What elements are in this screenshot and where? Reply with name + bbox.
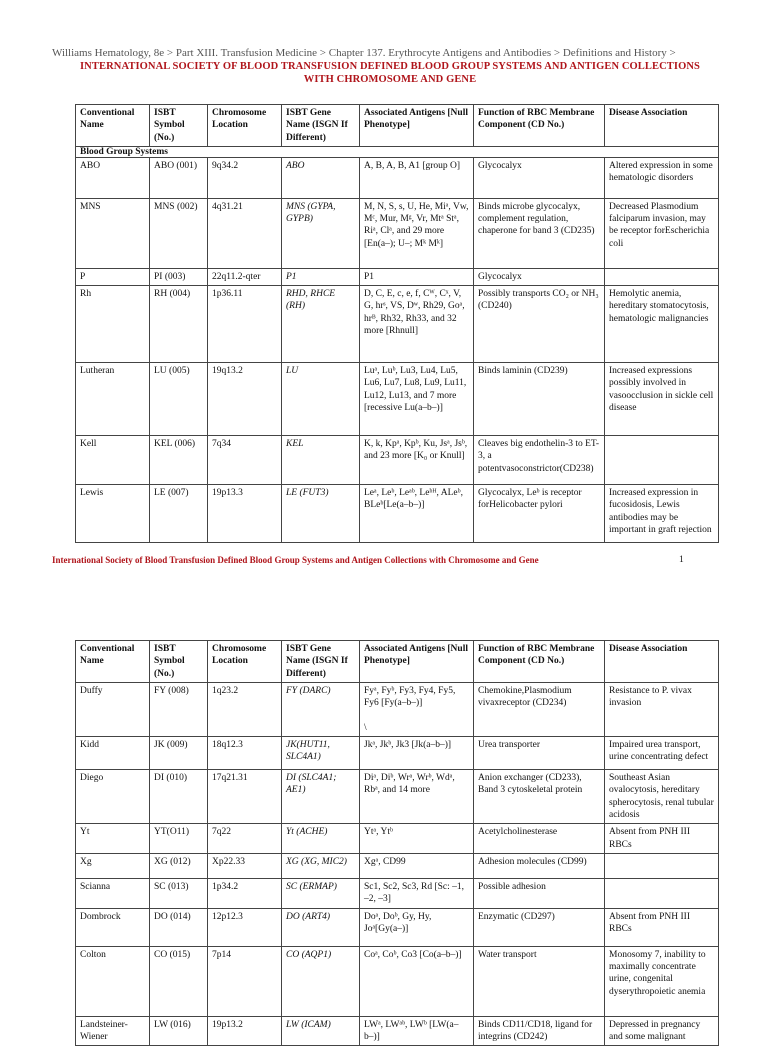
cell-associated-antigens: M, N, S, s, U, He, Miᵃ, Vw, Mᶜ, Mur, Mᵍ, Vr, Mtᵃ Stᵃ, Riᵃ, Clᵃ, and 29 more [En(a–); U–; Mᵏ Mᵏ]	[360, 198, 474, 268]
cell-function: Urea transporter	[474, 737, 605, 770]
cell-gene-name: Yt (ACHE)	[282, 824, 360, 854]
cell-disease-association: Absent from PNH III RBCs	[605, 908, 719, 946]
cell-function: Binds laminin (CD239)	[474, 363, 605, 436]
cell-conventional-name: MNS	[76, 198, 150, 268]
col-header-function: Function of RBC Membrane Component (CD No.)	[474, 641, 605, 683]
cell-disease-association: Southeast Asian ovalocytosis, hereditary spherocytosis, renal tubular acidosis	[605, 770, 719, 824]
breadcrumb	[52, 47, 732, 59]
table-row	[76, 853, 719, 878]
cell-isbt-symbol: XG (012)	[150, 853, 208, 878]
section-label: Blood Group Systems	[76, 146, 719, 157]
cell-conventional-name: Dombrock	[76, 908, 150, 946]
cell-associated-antigens: Doᵃ, Doᵇ, Gy, Hy, Joᵃ[Gy(a–)]	[360, 908, 474, 946]
cell-conventional-name: Diego	[76, 770, 150, 824]
cell-chromosome-location: 19p13.2	[208, 1016, 282, 1046]
cell-function: Enzymatic (CD297)	[474, 908, 605, 946]
cell-associated-antigens: K, k, Kpᵃ, Kpᵇ, Ku, Jsᵃ, Jsᵇ, and 23 more [K₀ or Knull]	[360, 436, 474, 485]
cell-associated-antigens: Fyᵃ, Fyᵇ, Fy3, Fy4, Fy5, Fy6 [Fy(a–b–)] \	[360, 682, 474, 736]
cell-isbt-symbol: PI (003)	[150, 268, 208, 285]
cell-conventional-name: P	[76, 268, 150, 285]
cell-isbt-symbol: MNS (002)	[150, 198, 208, 268]
cell-gene-name: DO (ART4)	[282, 908, 360, 946]
cell-associated-antigens: LWᵃ, LWᵃᵇ, LWᵇ [LW(a–b–)]	[360, 1016, 474, 1046]
cell-isbt-symbol: KEL (006)	[150, 436, 208, 485]
cell-chromosome-location: 17q21.31	[208, 770, 282, 824]
cell-gene-name: RHD, RHCE (RH)	[282, 286, 360, 363]
table-row	[76, 908, 719, 946]
cell-chromosome-location: 1p34.2	[208, 878, 282, 908]
cell-conventional-name: Yt	[76, 824, 150, 854]
cell-gene-name: LE (FUT3)	[282, 485, 360, 543]
cell-conventional-name: ABO	[76, 157, 150, 198]
cell-chromosome-location: 7p14	[208, 946, 282, 1016]
cell-isbt-symbol: CO (015)	[150, 946, 208, 1016]
cell-function: Possible adhesion	[474, 878, 605, 908]
cell-chromosome-location: 12p12.3	[208, 908, 282, 946]
cell-associated-antigens: D, C, E, c, e, f, Cᵂ, Cˣ, V, G, hrˢ, VS, Dʷ, Rh29, Goᵃ, hrᴮ, Rh32, Rh33, and 32 more [Rhnull]	[360, 286, 474, 363]
table-row	[76, 268, 719, 285]
cell-function: Acetylcholinesterase	[474, 824, 605, 854]
col-header-disease-association: Disease Association	[605, 105, 719, 147]
title-line-1: INTERNATIONAL SOCIETY OF BLOOD TRANSFUSION DEFINED BLOOD GROUP SYSTEMS AND ANTIGEN COLLECTIONS	[80, 61, 700, 72]
cell-chromosome-location: 4q31.21	[208, 198, 282, 268]
cell-associated-antigens: Luᵃ, Luᵇ, Lu3, Lu4, Lu5, Lu6, Lu7, Lu8, Lu9, Lu11, Lu12, Lu13, and 7 more [recessive Lu(a–b–)]	[360, 363, 474, 436]
col-header-conventional-name: Conventional Name	[76, 641, 150, 683]
col-header-disease-association: Disease Association	[605, 641, 719, 683]
col-header-isbt-symbol: ISBT Symbol (No.)	[150, 641, 208, 683]
header-row	[76, 641, 719, 683]
cell-disease-association: Altered expression in some hematologic disorders	[605, 157, 719, 198]
cell-isbt-symbol: LE (007)	[150, 485, 208, 543]
cell-disease-association: Absent from PNH III RBCs	[605, 824, 719, 854]
cell-gene-name: CO (AQP1)	[282, 946, 360, 1016]
cell-gene-name: JK(HUT11, SLC4A1)	[282, 737, 360, 770]
cell-function: Glycocalyx	[474, 157, 605, 198]
cell-disease-association: Decreased Plasmodium falciparum invasion, may be receptor forEscherichia coli	[605, 198, 719, 268]
cell-isbt-symbol: SC (013)	[150, 878, 208, 908]
header-row	[76, 105, 719, 147]
cell-conventional-name: Kidd	[76, 737, 150, 770]
cell-associated-antigens: P1	[360, 268, 474, 285]
table-row	[76, 1016, 719, 1046]
cell-disease-association	[605, 853, 719, 878]
cell-associated-antigens: Diᵃ, Diᵇ, Wrᵃ, Wrᵇ, Wdᵃ, Rbᵃ, and 14 more	[360, 770, 474, 824]
cell-associated-antigens: Xgᵃ, CD99	[360, 853, 474, 878]
blood-group-table-page-1	[75, 104, 719, 543]
cell-conventional-name: Lewis	[76, 485, 150, 543]
cell-function: Anion exchanger (CD233), Band 3 cytoskeletal protein	[474, 770, 605, 824]
cell-disease-association: Impaired urea transport, urine concentrating defect	[605, 737, 719, 770]
cell-associated-antigens: A, B, A, B, A1 [group O]	[360, 157, 474, 198]
cell-gene-name: LU	[282, 363, 360, 436]
cell-gene-name: XG (XG, MIC2)	[282, 853, 360, 878]
table-row	[76, 878, 719, 908]
section-row	[76, 146, 719, 157]
cell-disease-association: Monosomy 7, inability to maximally concentrate urine, congenital dyserythropoietic anemia	[605, 946, 719, 1016]
title-line-2: WITH CHROMOSOME AND GENE	[303, 74, 477, 85]
table-row	[76, 824, 719, 854]
cell-conventional-name: Scianna	[76, 878, 150, 908]
table-row	[76, 363, 719, 436]
cell-gene-name: DI (SLC4A1; AE1)	[282, 770, 360, 824]
cell-function: Adhesion molecules (CD99)	[474, 853, 605, 878]
cell-isbt-symbol: FY (008)	[150, 682, 208, 736]
cell-associated-antigens: Sc1, Sc2, Sc3, Rd [Sc: –1, –2, –3]	[360, 878, 474, 908]
cell-disease-association: Resistance to P. vivax invasion	[605, 682, 719, 736]
cell-function: Binds CD11/CD18, ligand for integrins (CD242)	[474, 1016, 605, 1046]
cell-isbt-symbol: DI (010)	[150, 770, 208, 824]
cell-isbt-symbol: ABO (001)	[150, 157, 208, 198]
cell-chromosome-location: 18q12.3	[208, 737, 282, 770]
cell-gene-name: SC (ERMAP)	[282, 878, 360, 908]
cell-function: Cleaves big endothelin-3 to ET-3, a potentvasoconstrictor(CD238)	[474, 436, 605, 485]
cell-gene-name: P1	[282, 268, 360, 285]
cell-gene-name: ABO	[282, 157, 360, 198]
table-row	[76, 682, 719, 736]
cell-gene-name: MNS (GYPA, GYPB)	[282, 198, 360, 268]
cell-chromosome-location: Xp22.33	[208, 853, 282, 878]
table-row	[76, 485, 719, 543]
cell-disease-association: Depressed in pregnancy and some malignant	[605, 1016, 719, 1046]
table-row	[76, 946, 719, 1016]
cell-associated-antigens: Coᵃ, Coᵇ, Co3 [Co(a–b–)]	[360, 946, 474, 1016]
cell-disease-association: Increased expressions possibly involved in vasoocclusion in sickle cell disease	[605, 363, 719, 436]
breadcrumb-text[interactable]: Williams Hematology, 8e > Part XIII. Transfusion Medicine > Chapter 137. Erythrocyte Antigens and Antibodies > Definitions and History >	[52, 47, 676, 59]
cell-chromosome-location: 19q13.2	[208, 363, 282, 436]
footer-title: International Society of Blood Transfusion Defined Blood Group Systems and Antigen Collections with Chromosome and Gene	[52, 555, 539, 565]
cell-conventional-name: Colton	[76, 946, 150, 1016]
cell-disease-association	[605, 268, 719, 285]
cell-gene-name: KEL	[282, 436, 360, 485]
cell-gene-name: LW (ICAM)	[282, 1016, 360, 1046]
cell-disease-association: Increased expression in fucosidosis, Lewis antibodies may be important in graft rejection	[605, 485, 719, 543]
cell-associated-antigens: Leᵃ, Leᵇ, Leᵃᵇ, Leᵇᴴ, ALeᵇ, BLeᵇ[Le(a–b–)]	[360, 485, 474, 543]
cell-conventional-name: Xg	[76, 853, 150, 878]
col-header-associated-antigens: Associated Antigens [Null Phenotype]	[360, 641, 474, 683]
cell-function: Chemokine,Plasmodium vivaxreceptor (CD234)	[474, 682, 605, 736]
col-header-chromosome-location: Chromosome Location	[208, 641, 282, 683]
cell-isbt-symbol: YT(O11)	[150, 824, 208, 854]
page-number: 1	[679, 555, 684, 565]
col-header-function: Function of RBC Membrane Component (CD No.)	[474, 105, 605, 147]
cell-gene-name: FY (DARC)	[282, 682, 360, 736]
cell-conventional-name: Landsteiner-Wiener	[76, 1016, 150, 1046]
cell-chromosome-location: 1p36.11	[208, 286, 282, 363]
cell-isbt-symbol: LU (005)	[150, 363, 208, 436]
cell-associated-antigens: Jkᵃ, Jkᵇ, Jk3 [Jk(a–b–)]	[360, 737, 474, 770]
blood-group-table-page-2	[75, 640, 719, 1046]
cell-function: Possibly transports CO₂ or NH₃ (CD240)	[474, 286, 605, 363]
col-header-isbt-gene-name: ISBT Gene Name (ISGN If Different)	[282, 641, 360, 683]
cell-function: Glycocalyx, Leᵇ is receptor forHelicobacter pylori	[474, 485, 605, 543]
cell-chromosome-location: 7q22	[208, 824, 282, 854]
table-row	[76, 737, 719, 770]
table-row	[76, 286, 719, 363]
cell-conventional-name: Lutheran	[76, 363, 150, 436]
cell-associated-antigens: Ytᵃ, Ytᵇ	[360, 824, 474, 854]
cell-conventional-name: Duffy	[76, 682, 150, 736]
cell-function: Glycocalyx	[474, 268, 605, 285]
cell-chromosome-location: 1q23.2	[208, 682, 282, 736]
col-header-associated-antigens: Associated Antigens [Null Phenotype]	[360, 105, 474, 147]
cell-conventional-name: Kell	[76, 436, 150, 485]
table-row	[76, 198, 719, 268]
col-header-chromosome-location: Chromosome Location	[208, 105, 282, 147]
cell-isbt-symbol: LW (016)	[150, 1016, 208, 1046]
cell-chromosome-location: 9q34.2	[208, 157, 282, 198]
cell-chromosome-location: 19p13.3	[208, 485, 282, 543]
cell-isbt-symbol: JK (009)	[150, 737, 208, 770]
col-header-conventional-name: Conventional Name	[76, 105, 150, 147]
cell-disease-association	[605, 878, 719, 908]
col-header-isbt-gene-name: ISBT Gene Name (ISGN If Different)	[282, 105, 360, 147]
cell-chromosome-location: 7q34	[208, 436, 282, 485]
cell-disease-association: Hemolytic anemia, hereditary stomatocytosis, hematologic malignancies	[605, 286, 719, 363]
cell-chromosome-location: 22q11.2-qter	[208, 268, 282, 285]
table-row	[76, 436, 719, 485]
document-title	[40, 60, 740, 86]
cell-isbt-symbol: DO (014)	[150, 908, 208, 946]
cell-function: Binds microbe glycocalyx, complement regulation, chaperone for band 3 (CD235)	[474, 198, 605, 268]
table-row	[76, 157, 719, 198]
cell-conventional-name: Rh	[76, 286, 150, 363]
cell-function: Water transport	[474, 946, 605, 1016]
col-header-isbt-symbol: ISBT Symbol (No.)	[150, 105, 208, 147]
cell-isbt-symbol: RH (004)	[150, 286, 208, 363]
cell-disease-association	[605, 436, 719, 485]
table-row	[76, 770, 719, 824]
